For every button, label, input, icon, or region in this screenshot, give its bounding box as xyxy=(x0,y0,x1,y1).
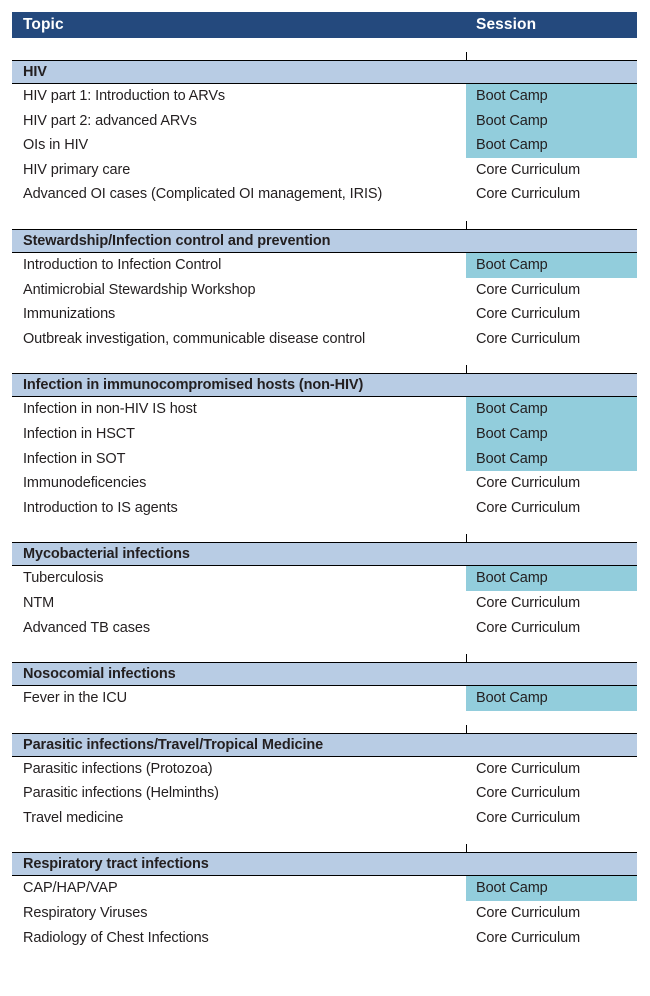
session-cell: Core Curriculum xyxy=(476,785,581,802)
table-row xyxy=(12,686,637,711)
session-cell: Core Curriculum xyxy=(476,594,581,611)
session-cell: Core Curriculum xyxy=(476,281,581,298)
section-spacer xyxy=(12,640,637,662)
session-cell: Boot Camp xyxy=(466,109,637,134)
table-row xyxy=(12,397,637,422)
section-spacer xyxy=(12,520,637,542)
topic-cell: HIV part 1: Introduction to ARVs xyxy=(23,88,226,104)
session-cell: Boot Camp xyxy=(466,133,637,158)
table-row xyxy=(12,901,637,926)
column-divider-tick xyxy=(466,52,467,60)
topic-cell: Parasitic infections (Protozoa) xyxy=(23,760,213,777)
session-cell: Boot Camp xyxy=(466,253,637,278)
column-divider-tick xyxy=(466,654,467,662)
session-cell: Boot Camp xyxy=(466,876,637,901)
session-cell: Boot Camp xyxy=(466,686,637,711)
section-header-row xyxy=(12,852,637,876)
session-cell: Boot Camp xyxy=(466,397,637,422)
topic-cell: Infection in HSCT xyxy=(23,425,135,442)
sections-container xyxy=(12,38,637,950)
column-header-session: Session xyxy=(476,16,537,33)
column-divider-tick xyxy=(466,725,467,733)
section-title: Nosocomial infections xyxy=(23,666,176,683)
section-session-cell xyxy=(466,853,637,875)
topic-cell: Introduction to Infection Control xyxy=(23,256,222,273)
table-row xyxy=(12,496,637,521)
session-cell: Core Curriculum xyxy=(476,161,581,178)
table-row xyxy=(12,781,637,806)
topic-cell: Advanced OI cases (Complicated OI management, IRIS) xyxy=(23,186,383,203)
section-spacer xyxy=(12,207,637,229)
topic-cell: Immunizations xyxy=(23,306,116,323)
section-group xyxy=(12,711,637,831)
table-row xyxy=(12,158,637,183)
section-title: HIV xyxy=(23,64,47,80)
section-session-cell xyxy=(466,734,637,756)
session-cell: Core Curriculum xyxy=(476,186,581,203)
topic-cell: HIV primary care xyxy=(23,161,131,178)
section-group xyxy=(12,520,637,640)
topic-cell: OIs in HIV xyxy=(23,137,89,154)
section-group xyxy=(12,351,637,520)
table-row xyxy=(12,253,637,278)
curriculum-schedule-table xyxy=(12,12,637,950)
column-divider-tick xyxy=(466,365,467,373)
section-header-row xyxy=(12,542,637,566)
topic-cell: Tuberculosis xyxy=(23,570,104,587)
table-row xyxy=(12,471,637,496)
section-header-row xyxy=(12,733,637,757)
topic-cell: Outbreak investigation, communicable disease control xyxy=(23,330,366,347)
section-spacer xyxy=(12,351,637,373)
session-cell: Core Curriculum xyxy=(476,306,581,323)
topic-cell: Fever in the ICU xyxy=(23,690,127,707)
session-cell: Boot Camp xyxy=(466,566,637,591)
session-cell: Core Curriculum xyxy=(476,499,581,516)
section-title: Infection in immunocompromised hosts (non-HIV) xyxy=(23,377,364,394)
table-row xyxy=(12,109,637,134)
session-cell: Core Curriculum xyxy=(476,330,581,347)
table-row xyxy=(12,84,637,109)
topic-cell: Advanced TB cases xyxy=(23,619,150,636)
session-cell: Core Curriculum xyxy=(476,475,581,492)
table-row xyxy=(12,876,637,901)
table-row xyxy=(12,591,637,616)
session-cell: Core Curriculum xyxy=(476,760,581,777)
table-row xyxy=(12,327,637,352)
section-spacer xyxy=(12,711,637,733)
section-session-cell xyxy=(466,663,637,685)
section-spacer xyxy=(12,38,637,60)
table-row xyxy=(12,422,637,447)
section-session-cell xyxy=(466,543,637,565)
topic-cell: HIV part 2: advanced ARVs xyxy=(23,112,197,129)
session-cell: Boot Camp xyxy=(466,84,637,109)
topic-cell: Immunodeficencies xyxy=(23,475,147,492)
topic-cell: Infection in non-HIV IS host xyxy=(23,401,197,418)
session-cell: Boot Camp xyxy=(466,447,637,472)
session-cell: Boot Camp xyxy=(466,422,637,447)
column-divider-tick xyxy=(466,534,467,542)
section-title: Respiratory tract infections xyxy=(23,856,209,873)
table-row xyxy=(12,566,637,591)
section-spacer xyxy=(12,830,637,852)
topic-cell: Antimicrobial Stewardship Workshop xyxy=(23,281,256,298)
topic-cell: Travel medicine xyxy=(23,809,124,826)
column-divider-tick xyxy=(466,221,467,229)
section-header-row xyxy=(12,60,637,84)
section-title: Parasitic infections/Travel/Tropical Medicine xyxy=(23,736,324,753)
table-row xyxy=(12,616,637,641)
table-row xyxy=(12,447,637,472)
table-row xyxy=(12,182,637,207)
section-title: Stewardship/Infection control and prevention xyxy=(23,232,331,249)
topic-cell: NTM xyxy=(23,594,55,611)
table-row xyxy=(12,757,637,782)
section-session-cell xyxy=(466,374,637,396)
section-group xyxy=(12,830,637,950)
section-session-cell xyxy=(466,61,637,83)
section-title: Mycobacterial infections xyxy=(23,546,190,563)
session-cell: Core Curriculum xyxy=(476,905,581,922)
table-row xyxy=(12,278,637,303)
section-header-row xyxy=(12,229,637,253)
session-cell: Core Curriculum xyxy=(476,619,581,636)
section-group xyxy=(12,38,637,207)
column-header-topic: Topic xyxy=(23,16,64,33)
table-row xyxy=(12,302,637,327)
topic-cell: Radiology of Chest Infections xyxy=(23,929,209,946)
topic-cell: Infection in SOT xyxy=(23,450,126,467)
table-row xyxy=(12,806,637,831)
topic-cell: Parasitic infections (Helminths) xyxy=(23,785,219,802)
session-cell: Core Curriculum xyxy=(476,929,581,946)
topic-cell: CAP/HAP/VAP xyxy=(23,880,118,897)
topic-cell: Introduction to IS agents xyxy=(23,499,178,516)
section-session-cell xyxy=(466,230,637,252)
section-group xyxy=(12,640,637,711)
section-header-row xyxy=(12,373,637,397)
column-divider-tick xyxy=(466,844,467,852)
table-row xyxy=(12,926,637,951)
section-group xyxy=(12,207,637,351)
section-header-row xyxy=(12,662,637,686)
table-row xyxy=(12,133,637,158)
session-cell: Core Curriculum xyxy=(476,809,581,826)
table-header-row xyxy=(12,12,637,38)
topic-cell: Respiratory Viruses xyxy=(23,905,148,922)
